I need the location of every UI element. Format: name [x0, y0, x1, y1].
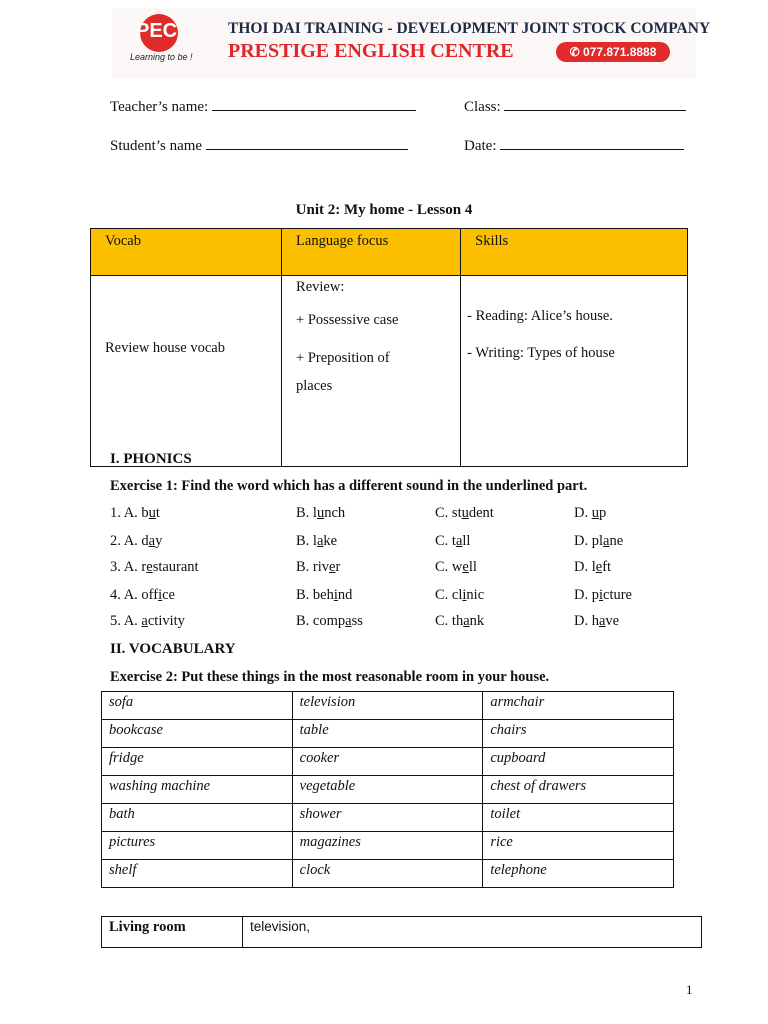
- option-text: C. w: [435, 559, 463, 575]
- skills-line: - Reading: Alice’s house.: [467, 308, 613, 324]
- option-text: C. th: [435, 613, 464, 629]
- lesson-table: [90, 228, 688, 467]
- option-text: ce: [162, 587, 175, 603]
- phone-badge: [556, 42, 670, 62]
- option-text: C. st: [435, 505, 462, 521]
- option-text: y: [155, 533, 163, 549]
- option-text: 2. A. d: [110, 533, 149, 549]
- vocabulary-heading: II. VOCABULARY: [110, 641, 236, 657]
- option-text: ll: [462, 533, 471, 549]
- room-answer[interactable]: television,: [243, 917, 702, 948]
- vocab-word: chest of drawers: [483, 776, 674, 804]
- vocab-word: washing machine: [102, 776, 293, 804]
- underlined-letter: u: [591, 505, 599, 521]
- skills-cell: [461, 276, 688, 467]
- option-text: 4. A. off: [110, 587, 159, 603]
- room-label: Living room: [102, 917, 243, 948]
- option-text: ve: [605, 613, 620, 629]
- vocab-word: shelf: [102, 860, 293, 888]
- phonics-option[interactable]: [110, 613, 185, 630]
- phonics-option[interactable]: [435, 559, 477, 576]
- vocab-word: sofa: [102, 692, 293, 720]
- date-field: [464, 137, 684, 155]
- phonics-option[interactable]: [296, 559, 340, 576]
- table-row: [102, 776, 674, 804]
- option-text: r: [335, 559, 341, 575]
- option-text: D. h: [574, 613, 599, 629]
- vocab-word: table: [292, 720, 483, 748]
- underlined-letter: a: [463, 613, 470, 629]
- option-text: C. t: [435, 533, 456, 549]
- option-text: B. riv: [296, 559, 330, 575]
- table-row: [102, 832, 674, 860]
- phonics-option[interactable]: [296, 505, 345, 522]
- option-text: ll: [468, 559, 477, 575]
- table-row: [102, 748, 674, 776]
- phonics-option[interactable]: [435, 505, 494, 522]
- vocab-word: rice: [483, 832, 674, 860]
- table-row: [102, 860, 674, 888]
- phonics-option[interactable]: [574, 559, 611, 576]
- page-number: 1: [686, 982, 693, 997]
- option-text: ft: [602, 559, 612, 575]
- vocab-word: fridge: [102, 748, 293, 776]
- option-text: D. p: [574, 587, 599, 603]
- option-text: nic: [466, 587, 485, 603]
- option-text: C. cl: [435, 587, 463, 603]
- date-label: Date:: [464, 138, 497, 154]
- underlined-letter: a: [141, 613, 148, 629]
- underlined-letter: e: [146, 559, 153, 575]
- underlined-letter: u: [316, 505, 325, 521]
- class-label: Class:: [464, 99, 501, 115]
- vocab-word: shower: [292, 804, 483, 832]
- language-line: Review:: [296, 279, 345, 295]
- option-text: p: [598, 505, 607, 521]
- vocab-word: cooker: [292, 748, 483, 776]
- table-row: [102, 720, 674, 748]
- vocab-word: television: [292, 692, 483, 720]
- language-line: + Preposition of: [296, 350, 390, 366]
- phonics-option[interactable]: [110, 559, 199, 576]
- phonics-option[interactable]: [110, 587, 175, 604]
- vocab-header: Vocab: [91, 229, 282, 276]
- underlined-letter: u: [148, 505, 156, 521]
- option-text: 1. A. b: [110, 505, 149, 521]
- phonics-option[interactable]: [574, 613, 619, 630]
- table-row: [102, 692, 674, 720]
- phonics-option[interactable]: [296, 533, 337, 550]
- underlined-letter: a: [316, 533, 324, 549]
- teacher-name-label: Teacher’s name:: [110, 99, 209, 115]
- option-text: D. l: [574, 559, 596, 575]
- phonics-option[interactable]: [574, 533, 623, 550]
- vocab-cell: Review house vocab: [91, 276, 282, 467]
- vocab-word: pictures: [102, 832, 293, 860]
- option-text: nch: [324, 505, 346, 521]
- phonics-option[interactable]: [435, 613, 484, 630]
- underlined-letter: i: [333, 587, 338, 603]
- option-text: nd: [337, 587, 353, 603]
- vocab-word: cupboard: [483, 748, 674, 776]
- lesson-title: Unit 2: My home - Lesson 4: [295, 202, 473, 218]
- phonics-option[interactable]: [574, 505, 606, 522]
- option-text: ctivity: [147, 613, 185, 629]
- option-text: nk: [469, 613, 485, 629]
- option-text: t: [155, 505, 160, 521]
- vocab-word: clock: [292, 860, 483, 888]
- underlined-letter: a: [148, 533, 156, 549]
- vocab-word: bookcase: [102, 720, 293, 748]
- language-focus-cell: [282, 276, 461, 467]
- vocab-word: magazines: [292, 832, 483, 860]
- phonics-option[interactable]: [110, 505, 160, 522]
- underlined-letter: a: [345, 613, 352, 629]
- teacher-name-input[interactable]: [212, 98, 416, 111]
- date-input[interactable]: [500, 137, 684, 150]
- phone-icon: ✆: [569, 45, 580, 59]
- phonics-option[interactable]: [110, 533, 162, 550]
- vocab-word: chairs: [483, 720, 674, 748]
- teacher-name-field: [110, 98, 416, 116]
- underlined-letter: a: [455, 533, 463, 549]
- option-text: staurant: [152, 559, 199, 575]
- table-row: [102, 804, 674, 832]
- underlined-letter: i: [158, 587, 163, 603]
- tagline: Learning to be !: [130, 52, 193, 62]
- language-line: places: [296, 378, 333, 394]
- centre-name: PRESTIGE ENGLISH CENTRE: [228, 40, 514, 62]
- option-text: D. pl: [574, 533, 603, 549]
- underlined-letter: e: [329, 559, 336, 575]
- company-name: THOI DAI TRAINING - DEVELOPMENT JOINT STOCK COMPANY: [228, 20, 711, 37]
- option-text: 3. A. r: [110, 559, 147, 575]
- option-text: D.: [574, 505, 592, 521]
- phonics-option[interactable]: [296, 587, 352, 604]
- vocab-table: [101, 691, 674, 888]
- option-text: ne: [609, 533, 624, 549]
- option-text: B. l: [296, 505, 317, 521]
- vocab-word: armchair: [483, 692, 674, 720]
- option-text: dent: [468, 505, 494, 521]
- vocab-word: telephone: [483, 860, 674, 888]
- skills-header: Skills: [461, 229, 688, 276]
- vocab-word: vegetable: [292, 776, 483, 804]
- phone-number: 077.871.8888: [583, 45, 657, 59]
- phonics-option[interactable]: [435, 533, 470, 550]
- logo-text: PEC: [136, 20, 178, 42]
- option-text: 5. A.: [110, 613, 142, 629]
- room-table: [101, 916, 702, 948]
- option-text: ke: [323, 533, 338, 549]
- underlined-letter: i: [462, 587, 467, 603]
- phonics-option[interactable]: [574, 587, 632, 604]
- underlined-letter: e: [595, 559, 603, 575]
- exercise-1-instruction: Exercise 1: Find the word which has a different sound in the underlined part.: [110, 478, 588, 494]
- underlined-letter: u: [461, 505, 469, 521]
- phonics-option[interactable]: [296, 613, 363, 630]
- underlined-letter: i: [598, 587, 604, 603]
- vocab-word: toilet: [483, 804, 674, 832]
- exercise-2-instruction: Exercise 2: Put these things in the most reasonable room in your house.: [110, 669, 550, 685]
- language-line: + Possessive case: [296, 312, 399, 328]
- option-text: ss: [351, 613, 363, 629]
- underlined-letter: e: [462, 559, 469, 575]
- class-field: [464, 98, 686, 116]
- student-name-input[interactable]: [206, 137, 408, 150]
- phonics-option[interactable]: [435, 587, 484, 604]
- underlined-letter: a: [598, 613, 606, 629]
- vocab-word: bath: [102, 804, 293, 832]
- class-input[interactable]: [504, 98, 686, 111]
- option-text: B. l: [296, 533, 317, 549]
- skills-line: - Writing: Types of house: [467, 345, 615, 361]
- student-name-field: [110, 137, 408, 155]
- phonics-heading: I. PHONICS: [110, 451, 192, 467]
- option-text: cture: [603, 587, 632, 603]
- option-text: B. comp: [296, 613, 346, 629]
- underlined-letter: a: [603, 533, 610, 549]
- language-focus-header: Language focus: [282, 229, 461, 276]
- student-name-label: Student’s name: [110, 138, 203, 154]
- option-text: B. beh: [296, 587, 334, 603]
